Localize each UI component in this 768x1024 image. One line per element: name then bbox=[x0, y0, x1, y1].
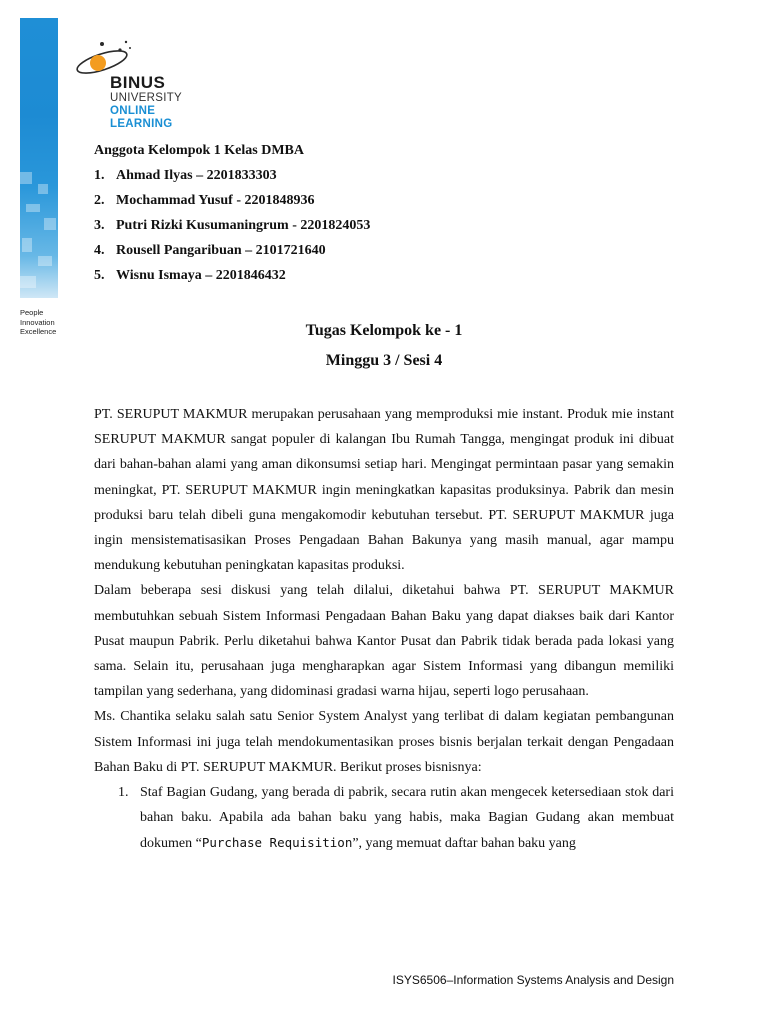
logo-wordmark bbox=[110, 74, 182, 131]
member-name: Rousell Pangaribuan – 2101721640 bbox=[116, 243, 326, 258]
document-name: Purchase Requisition bbox=[201, 835, 353, 851]
text-segment: Staf Bagian Gudang, yang berada di pabrik, secara rutin akan mengecek ketersediaan stok dari bahan baku. Apabila ada bahan baku yang habis, maka Bagian Gudang akan membuat dokumen “ bbox=[140, 785, 674, 852]
tagline-line: Excellence bbox=[20, 327, 57, 336]
paragraph: PT. SERUPUT MAKMUR merupakan perusahaan yang memproduksi mie instant. Produk mie instant SERUPUT MAKMUR sangat populer di kalangan Ibu Rumah Tangga, mengingat produk ini dibuat dari bahan-bahan alami yang aman dikonsumsi setiap hari. Mengingat permintaan pasar yang semakin meningkat, PT. SERUPUT MAKMUR ingin meningkatkan kapasitas produksinya. Pabrik dan mesin produksi baru telah dibeli guna mengakomodir kebutuhan tersebut. PT. SERUPUT MAKMUR juga ingin mensistematisasikan Proses Pengadaan Bahan Bakunya yang masih manual, agar mampu mendukung kebutuhan peningkatan kapasitas produksi. bbox=[94, 407, 674, 574]
member-name: Mochammad Yusuf - 2201848936 bbox=[116, 193, 315, 208]
logo-university: UNIVERSITY bbox=[110, 92, 183, 104]
list-item bbox=[94, 780, 674, 857]
item-number: 4. bbox=[94, 243, 105, 258]
item-number: 1. bbox=[118, 785, 129, 801]
list-item bbox=[94, 267, 514, 292]
list-item bbox=[94, 217, 514, 242]
logo-online: ONLINE bbox=[110, 105, 156, 117]
item-number: 5. bbox=[94, 268, 105, 283]
brand-pixel-pattern bbox=[20, 160, 58, 300]
list-item bbox=[94, 242, 514, 267]
list-item bbox=[94, 167, 514, 192]
member-name: Ahmad Ilyas – 2201833303 bbox=[116, 168, 277, 183]
paragraph: Dalam beberapa sesi diskusi yang telah dilalui, diketahui bahwa PT. SERUPUT MAKMUR membutuhkan sebuah Sistem Informasi Pengadaan Bahan Baku yang dapat diakses baik dari Kantor Pusat maupun Pabrik. Perlu diketahui bahwa Kantor Pusat dan Pabrik tidak berada pada lokasi yang sama. Selain itu, perusahaan juga mengharapkan agar Sistem Informasi yang dibangun memiliki tampilan yang sederhana, yang didominasi gradasi warna hijau, seperti logo perusahaan. bbox=[94, 583, 674, 700]
logo-name: BINUS bbox=[110, 73, 166, 92]
item-number: 3. bbox=[94, 218, 105, 233]
logo-learning: LEARNING bbox=[110, 118, 173, 130]
list-item-text bbox=[140, 780, 674, 857]
member-name: Putri Rizki Kusumaningrum - 2201824053 bbox=[116, 218, 371, 233]
paragraph: Ms. Chantika selaku salah satu Senior System Analyst yang terlibat di dalam kegiatan pembangunan Sistem Informasi ini juga telah mendokumentasikan proses bisnis berjalan terkait dengan Pengadaan Bahan Baku di PT. SERUPUT MAKMUR. Berikut proses bisnisnya: bbox=[94, 709, 674, 775]
list-item bbox=[94, 192, 514, 217]
member-name: Wisnu Ismaya – 2201846432 bbox=[116, 268, 286, 283]
group-members bbox=[94, 142, 514, 292]
item-number: 1. bbox=[94, 168, 105, 183]
document-subtitle: Minggu 3 / Sesi 4 bbox=[325, 352, 443, 369]
text-segment: ”, yang memuat daftar bahan baku yang bbox=[352, 836, 576, 852]
item-number: 2. bbox=[94, 193, 105, 208]
members-heading: Anggota Kelompok 1 Kelas DMBA bbox=[94, 143, 304, 158]
document-title: Tugas Kelompok ke - 1 bbox=[305, 322, 463, 339]
tagline-line: Innovation bbox=[20, 317, 55, 327]
document-body bbox=[94, 402, 674, 857]
process-list bbox=[94, 780, 674, 857]
tagline-line: People bbox=[20, 308, 44, 317]
members-list bbox=[94, 167, 514, 292]
page-footer: ISYS6506–Information Systems Analysis and Design bbox=[392, 973, 674, 987]
